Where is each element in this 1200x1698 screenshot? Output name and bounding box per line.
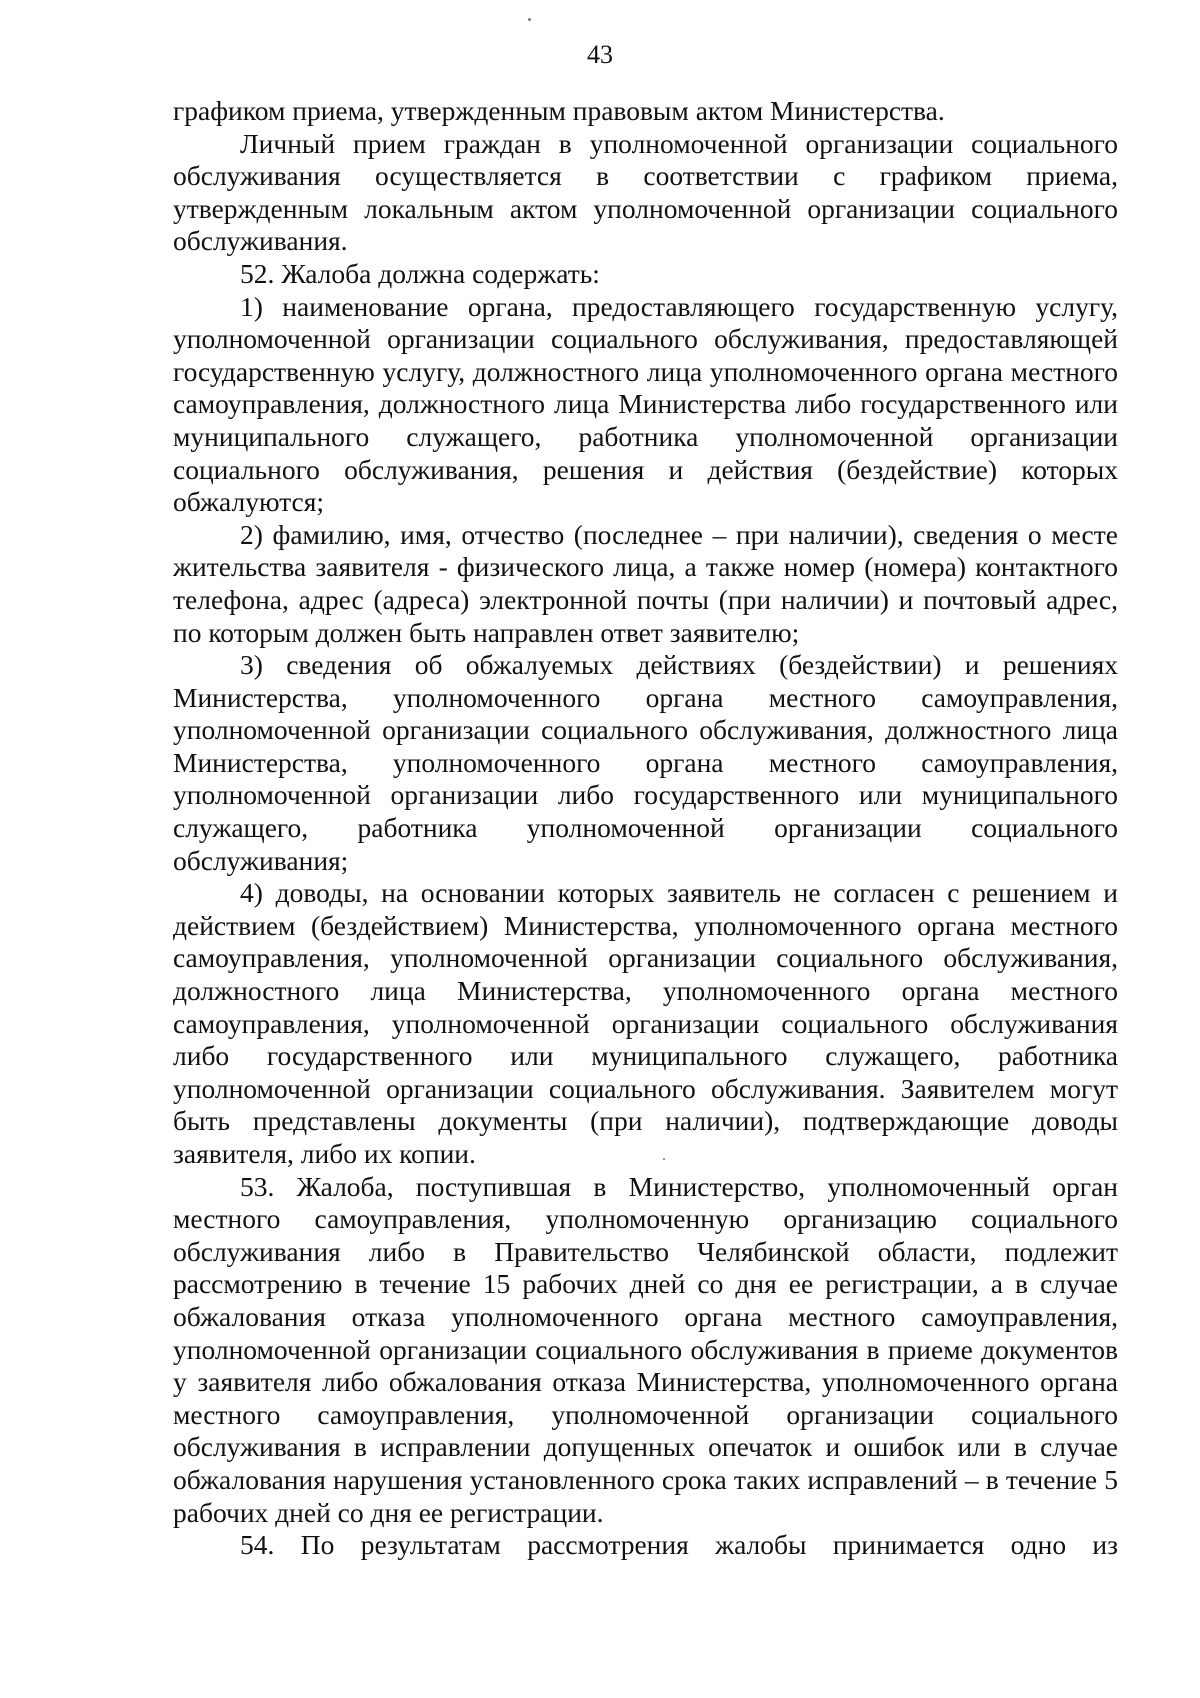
paragraph-personal-reception: Личный прием граждан в уполномоченной организации социального обслуживания осуществляется в соответствии с графиком приема, утвержденным локальным актом уполномоченной организации социального обслуживания. (173, 127, 1118, 257)
document-body (173, 95, 1118, 1562)
page-number: 43 (587, 40, 613, 69)
scan-speck (528, 18, 531, 21)
paragraph-item-53: 53. Жалоба, поступившая в Министерство, уполномоченный орган местного самоуправления, уполномоченную организацию социального обслуживания либо в Правительство Челябинской области, подлежит рассмотрению в течение 15 рабочих дней со дня ее регистрации, а в случае обжалования отказа уполномоченного органа местного самоуправления, уполномоченной организации социального обслуживания в приеме документов у заявителя либо обжалования отказа Министерства, уполномоченного органа местного самоуправления, уполномоченной организации социального обслуживания в исправлении допущенных опечаток и ошибок или в случае обжалования нарушения установленного срока таких исправлений – в течение 5 рабочих дней со дня ее регистрации. (173, 1170, 1118, 1528)
paragraph-item-54: 54. По результатам рассмотрения жалобы принимается одно из (240, 1529, 1118, 1561)
paragraph-52-subitem-2: 2) фамилию, имя, отчество (последнее – при наличии), сведения о месте жительства заявителя - физического лица, а также номер (номера) контактного телефона, адрес (адреса) электронной почты (при наличии) и почтовый адрес, по которым должен быть направлен ответ заявителю; (173, 518, 1118, 648)
paragraph-continuation: графиком приема, утвержденным правовым актом Министерства. (173, 95, 945, 126)
paragraph-item-52: 52. Жалоба должна содержать: (240, 257, 600, 289)
paragraph-52-subitem-4: 4) доводы, на основании которых заявитель не согласен с решением и действием (бездействием) Министерства, уполномоченного органа местного самоуправления, уполномоченной организации социального обслуживания, должностного лица Министерства, уполномоченного органа местного самоуправления, уполномоченной организации социального обслуживания либо государственного или муниципального служащего, работника уполномоченной организации социального обслуживания. Заявителем могут быть представлены документы (при наличии), подтверждающие доводы заявителя, либо их копии. (173, 877, 1118, 1169)
paragraph-52-subitem-1: 1) наименование органа, предоставляющего государственную услугу, уполномоченной организации социального обслуживания, предоставляющей государственную услугу, должностного лица уполномоченного органа местного самоуправления, должностного лица Министерства либо государственного или муниципального служащего, работника уполномоченной организации социального обслуживания, решения и действия (бездействие) которых обжалуются; (173, 290, 1118, 518)
paragraph-52-subitem-3: 3) сведения об обжалуемых действиях (бездействии) и решениях Министерства, уполномоченного органа местного самоуправления, уполномоченной организации социального обслуживания, должностного лица Министерства, уполномоченного органа местного самоуправления, уполномоченной организации либо государственного или муниципального служащего, работника уполномоченной организации социального обслуживания; (173, 649, 1118, 876)
